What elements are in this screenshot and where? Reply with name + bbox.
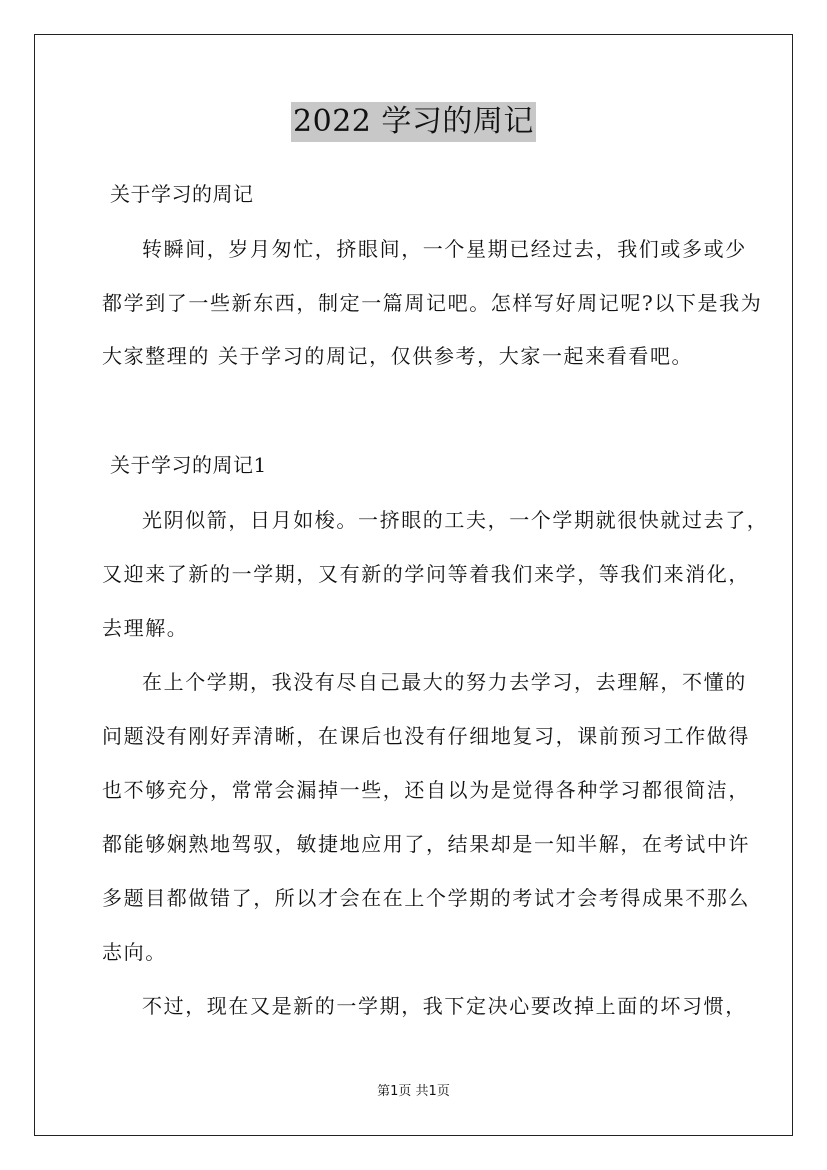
intro-line-3: 大家整理的 关于学习的周记，仅供参考，大家一起来看看吧。: [102, 344, 694, 368]
intro-line-1: 转瞬间，岁月匆忙，挤眼间，一个星期已经过去，我们或多或少: [142, 237, 747, 261]
title-container: [0, 102, 827, 142]
paragraph3-line-1: 不过，现在又是新的一学期，我下定决心要改掉上面的坏习惯，: [142, 994, 747, 1018]
intro-heading: 关于学习的周记: [110, 182, 254, 206]
paragraph1-line-2: 又迎来了新的一学期，又有新的学问等着我们来学，等我们来消化，: [102, 562, 750, 586]
paragraph2-line-4: 都能够娴熟地驾驭，敏捷地应用了，结果却是一知半解，在考试中许: [102, 832, 750, 856]
document-title: 2022 学习的周记: [291, 102, 536, 142]
page-number-footer: 第1页 共1页: [377, 1084, 450, 1099]
paragraph2-line-1: 在上个学期，我没有尽自己最大的努力去学习，去理解，不懂的: [142, 670, 747, 694]
paragraph2-line-3: 也不够充分，常常会漏掉一些，还自以为是觉得各种学习都很简洁，: [102, 778, 750, 802]
paragraph1-line-3: 去理解。: [102, 616, 189, 640]
paragraph2-line-6: 志向。: [102, 940, 167, 964]
paragraph2-line-5: 多题目都做错了，所以才会在在上个学期的考试才会考得成果不那么: [102, 886, 750, 910]
intro-line-2: 都学到了一些新东西，制定一篇周记吧。怎样写好周记呢?以下是我为: [102, 291, 763, 315]
paragraph2-line-2: 问题没有刚好弄清晰，在课后也没有仔细地复习，课前预习工作做得: [102, 724, 750, 748]
paragraph1-line-1: 光阴似箭，日月如梭。一挤眼的工夫，一个学期就很快就过去了，: [142, 508, 769, 532]
section-heading: 关于学习的周记1: [110, 453, 267, 477]
